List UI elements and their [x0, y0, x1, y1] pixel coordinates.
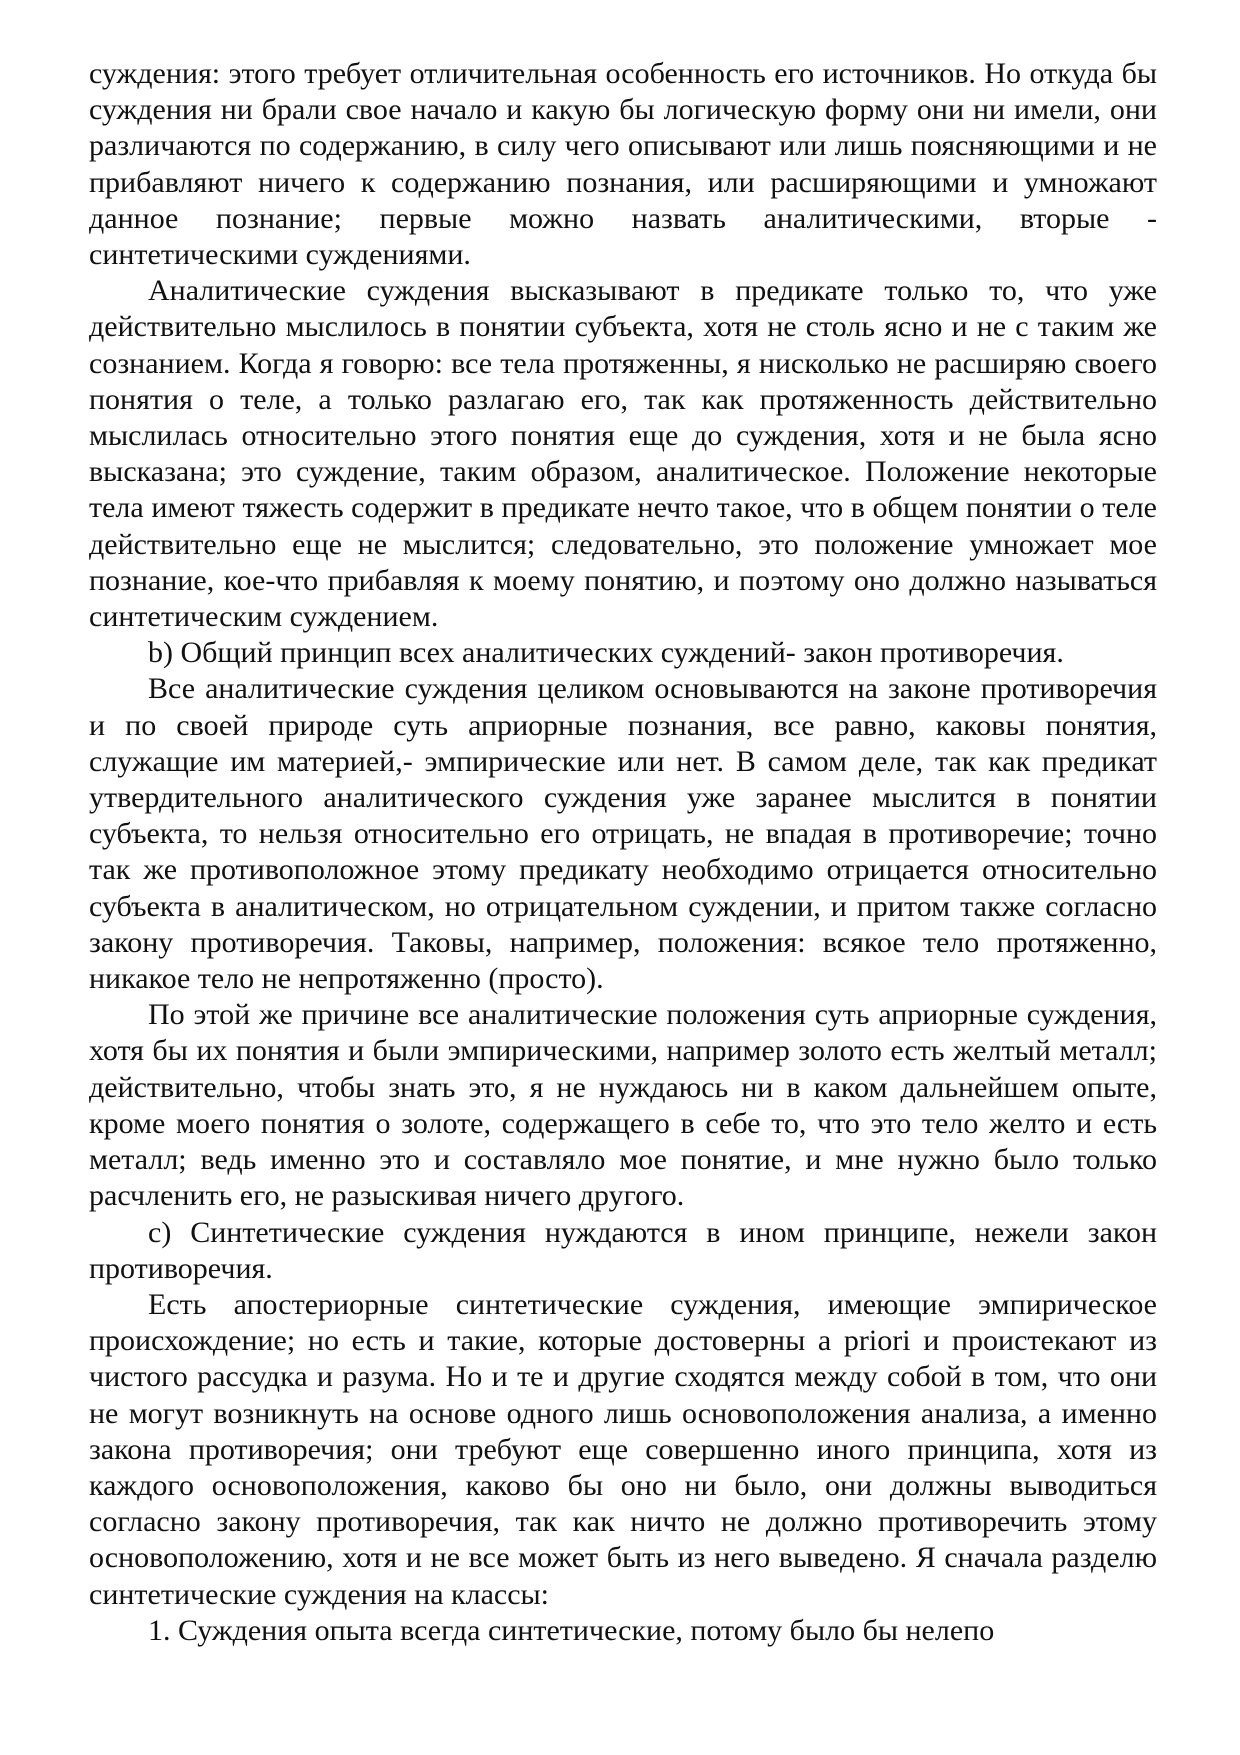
- paragraph-analytic-judgments: Аналитические суждения высказывают в предикате только то, что уже действительно мыслилось в понятии субъекта, хотя не столь ясно и не с таким же сознанием. Когда я говорю: все тела протяженны, я нисколько не расширяю своего понятия о теле, а только разлагаю его, так как протяженность действительно мыслилась относительно этого понятия еще до суждения, хотя и не была ясно высказана; это суждение, таким образом, аналитическое. Положение некоторые тела имеют тяжесть содержит в предикате нечто такое, что в общем понятии о теле действительно еще не мыслится; следовательно, это положение умножает мое познание, кое-что прибавляя к моему понятию, и поэтому оно должно называться синтетическим суждением.: [89, 274, 1157, 634]
- paragraph-synthetic-judgments: Есть апостериорные синтетические суждения, имеющие эмпирическое происхождение; но есть и такие, которые достоверны a priori и проистекают из чистого рассудка и разума. Но и те и другие сходятся между собой в том, что они не могут возникнуть на основе одного лишь основоположения анализа, а именно закона противоречия; они требуют еще совершенно иного принципа, хотя из каждого основоположения, каково бы оно ни было, они должны выводиться согласно закону противоречия, так как ничто не должно противоречить этому основоположению, хотя и не все может быть из него выведено. Я сначала разделю синтетические суждения на классы:: [89, 1287, 1157, 1611]
- document-page: [89, 56, 1157, 1649]
- paragraph-a-priori-judgments: По этой же причине все аналитические положения суть априорные суждения, хотя бы их понятия и были эмпирическими, например золото есть желтый металл; действительно, чтобы знать это, я не нуждаюсь ни в каком дальнейшем опыте, кроме моего понятия о золоте, содержащего в себе то, что это тело желто и есть металл; ведь именно это и составляло мое понятие, и мне нужно было только расчленить его, не разыскивая ничего другого.: [89, 998, 1157, 1213]
- section-heading-c: с) Синтетические суждения нуждаются в ином принципе, нежели закон противоречия.: [89, 1215, 1157, 1285]
- paragraph-law-of-contradiction: Все аналитические суждения целиком основываются на законе противоречия и по своей природе суть априорные познания, все равно, каковы понятия, служащие им материей,- эмпирические или нет. В самом деле, так как предикат утвердительного аналитического суждения уже заранее мыслится в понятии субъекта, то нельзя относительно его отрицать, не впадая в противоречие; точно так же противоположное этому предикату необходимо отрицается относительно субъекта в аналитическом, но отрицательном суждении, и притом также согласно закону противоречия. Таковы, например, положения: всякое тело протяженно, никакое тело не непротяженно (просто).: [89, 672, 1157, 996]
- section-heading-b: b) Общий принцип всех аналитических суждений- закон противоречия.: [148, 636, 1064, 670]
- paragraph-judgment-sources: суждения: этого требует отличительная особенность его источников. Но откуда бы суждения ни брали свое начало и какую бы логическую форму они ни имели, они различаются по содержанию, в силу чего описывают или лишь поясняющими и не прибавляют ничего к содержанию познания, или расширяющими и умножают данное познание; первые можно назвать аналитическими, вторые - синтетическими суждениями.: [89, 57, 1157, 272]
- paragraph-experience-judgments: 1. Суждения опыта всегда синтетические, потому было бы нелепо: [148, 1613, 995, 1647]
